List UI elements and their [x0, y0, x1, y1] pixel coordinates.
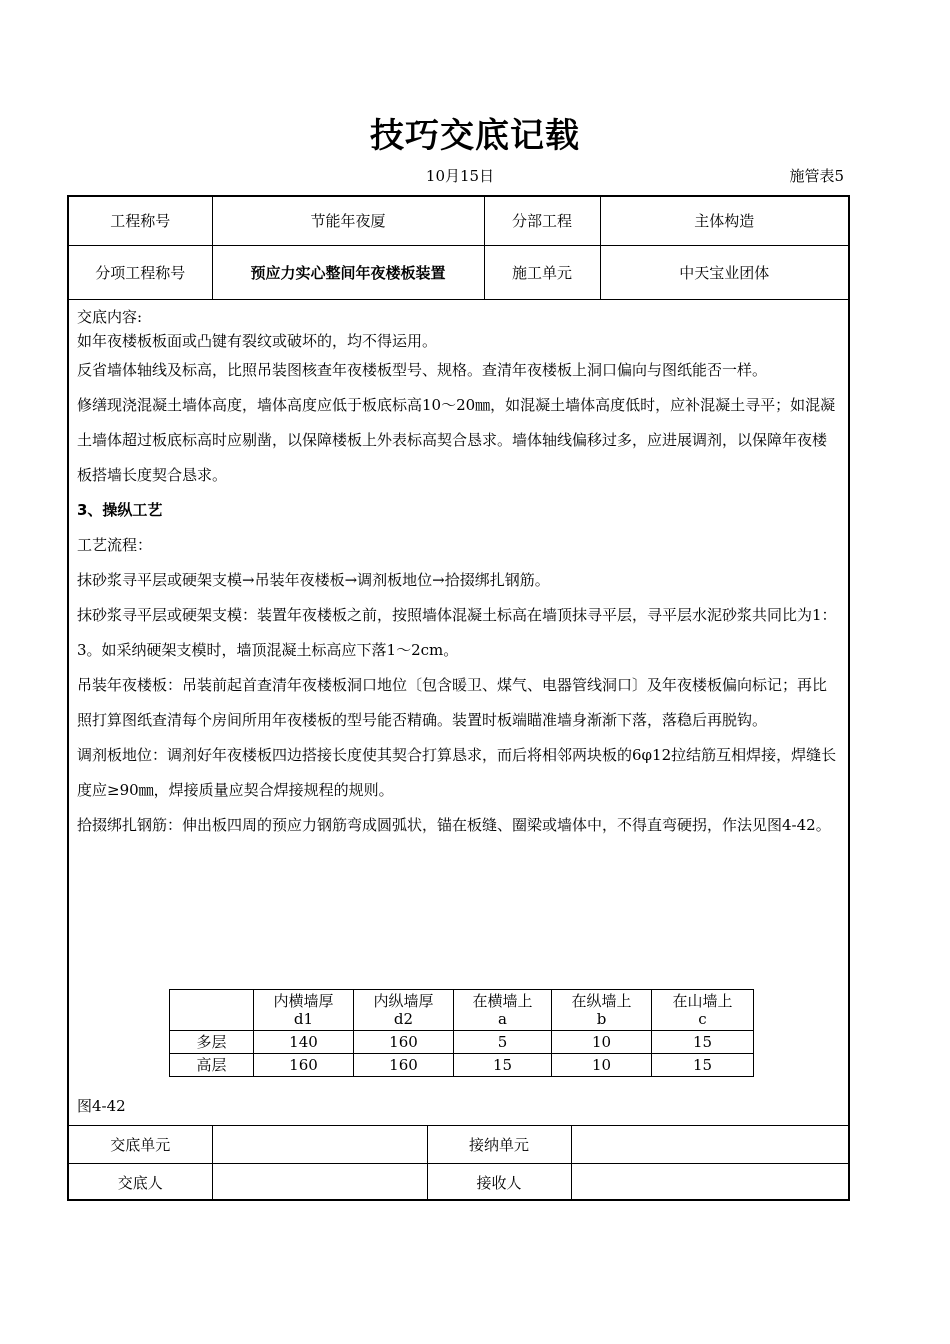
project-label: 工程称号	[69, 197, 212, 245]
table-cell: 15	[652, 1031, 754, 1054]
unit-value: 中天宝业团体	[600, 245, 848, 299]
handover-person-value[interactable]	[212, 1164, 427, 1202]
wall-reference-table	[169, 989, 754, 1077]
table-cell: 160	[254, 1054, 354, 1077]
content-paragraph: 吊装年夜楼板：吊装前起首查清年夜楼板洞口地位〔包含暖卫、煤气、电器管线洞口〕及年夜楼板偏向标记；再比照打算图纸查清每个房间所用年夜楼板的型号能否精确。装置时板端瞄准墙身渐渐下落，落稳后再脱钩。	[77, 676, 828, 729]
table-header-cell: 内纵墙厚 d2	[354, 990, 454, 1031]
section-heading: 3、操纵工艺	[77, 501, 163, 519]
content-paragraph: 拾掇绑扎钢筋：伸出板四周的预应力钢筋弯成圆弧状，锚在板缝、圈梁或墙体中，不得直弯硬拐，作法见图4-42。	[77, 816, 831, 834]
table-header-cell: 在山墙上 c	[652, 990, 754, 1031]
content-heading: 交底内容:	[77, 308, 143, 326]
table-row	[170, 1031, 754, 1054]
table-cell: 10	[552, 1054, 652, 1077]
flow-text: 抹砂浆寻平层或硬架支模→吊装年夜楼板→调剂板地位→拾掇绑扎钢筋。	[77, 571, 550, 589]
row-label: 多层	[170, 1031, 254, 1054]
receive-unit-value[interactable]	[571, 1126, 848, 1164]
table-cell: 15	[652, 1054, 754, 1077]
handover-unit-label: 交底单元	[69, 1126, 212, 1164]
content-paragraph: 修缮现浇混凝土墙体高度，墙体高度应低于板底标高10～20㎜，如混凝土墙体高度低时，应补混凝土寻平；如混凝土墙体超过板底标高时应剔凿，以保障楼板上外表标高契合恳求。墙体轴线偏移过多，应进展调剂，以保障年夜楼板搭墙长度契合恳求。	[77, 396, 836, 484]
subitem-value: 预应力实心整间年夜楼板装置	[212, 245, 484, 299]
table-cell: 10	[552, 1031, 652, 1054]
form-number: 施管表5	[789, 167, 844, 185]
receiver-value[interactable]	[571, 1164, 848, 1202]
flow-label: 工艺流程：	[77, 536, 153, 554]
figure-caption: 图4-42	[77, 1097, 126, 1115]
table-header-cell: 在纵墙上 b	[552, 990, 652, 1031]
table-cell: 5	[454, 1031, 552, 1054]
receiver-label: 接收人	[427, 1164, 571, 1202]
content-paragraph: 抹砂浆寻平层或硬架支模：装置年夜楼板之前，按照墙体混凝土标高在墙顶抹寻平层，寻平层水泥砂浆共同比为1：3。如采纳硬架支模时，墙顶混凝土标高应下落1～2cm。	[77, 606, 837, 659]
table-header-cell: 内横墙厚 d1	[254, 990, 354, 1031]
table-corner-cell	[170, 990, 254, 1031]
handover-unit-value[interactable]	[212, 1126, 427, 1164]
division-label: 分部工程	[484, 197, 600, 245]
row-label: 高层	[170, 1054, 254, 1077]
table-cell: 15	[454, 1054, 552, 1077]
signature-table	[69, 1125, 848, 1201]
content-paragraph: 反省墙体轴线及标高，比照吊装图核查年夜楼板型号、规格。查清年夜楼板上洞口偏向与图纸能否一样。	[77, 361, 768, 379]
table-cell: 140	[254, 1031, 354, 1054]
record-frame	[67, 195, 850, 1201]
table-row	[170, 1054, 754, 1077]
content-paragraph: 如年夜楼板板面或凸键有裂纹或破坏的，均不得运用。	[77, 332, 438, 350]
table-cell: 160	[354, 1054, 454, 1077]
content-paragraph: 调剂板地位：调剂好年夜楼板四边搭接长度使其契合打算恳求，而后将相邻两块板的6φ12拉结筋互相焊接，焊缝长度应≥90㎜，焊接质量应契合焊接规程的规则。	[77, 746, 837, 799]
subitem-label: 分项工程称号	[69, 245, 212, 299]
header-table	[69, 197, 848, 300]
table-header-cell: 在横墙上 a	[454, 990, 552, 1031]
document-title: 技巧交底记载	[370, 116, 580, 156]
receive-unit-label: 接纳单元	[427, 1126, 571, 1164]
project-value: 节能年夜厦	[212, 197, 484, 245]
unit-label: 施工单元	[484, 245, 600, 299]
document-date: 10月15日	[425, 167, 495, 185]
table-cell: 160	[354, 1031, 454, 1054]
division-value: 主体构造	[600, 197, 848, 245]
handover-person-label: 交底人	[69, 1164, 212, 1202]
